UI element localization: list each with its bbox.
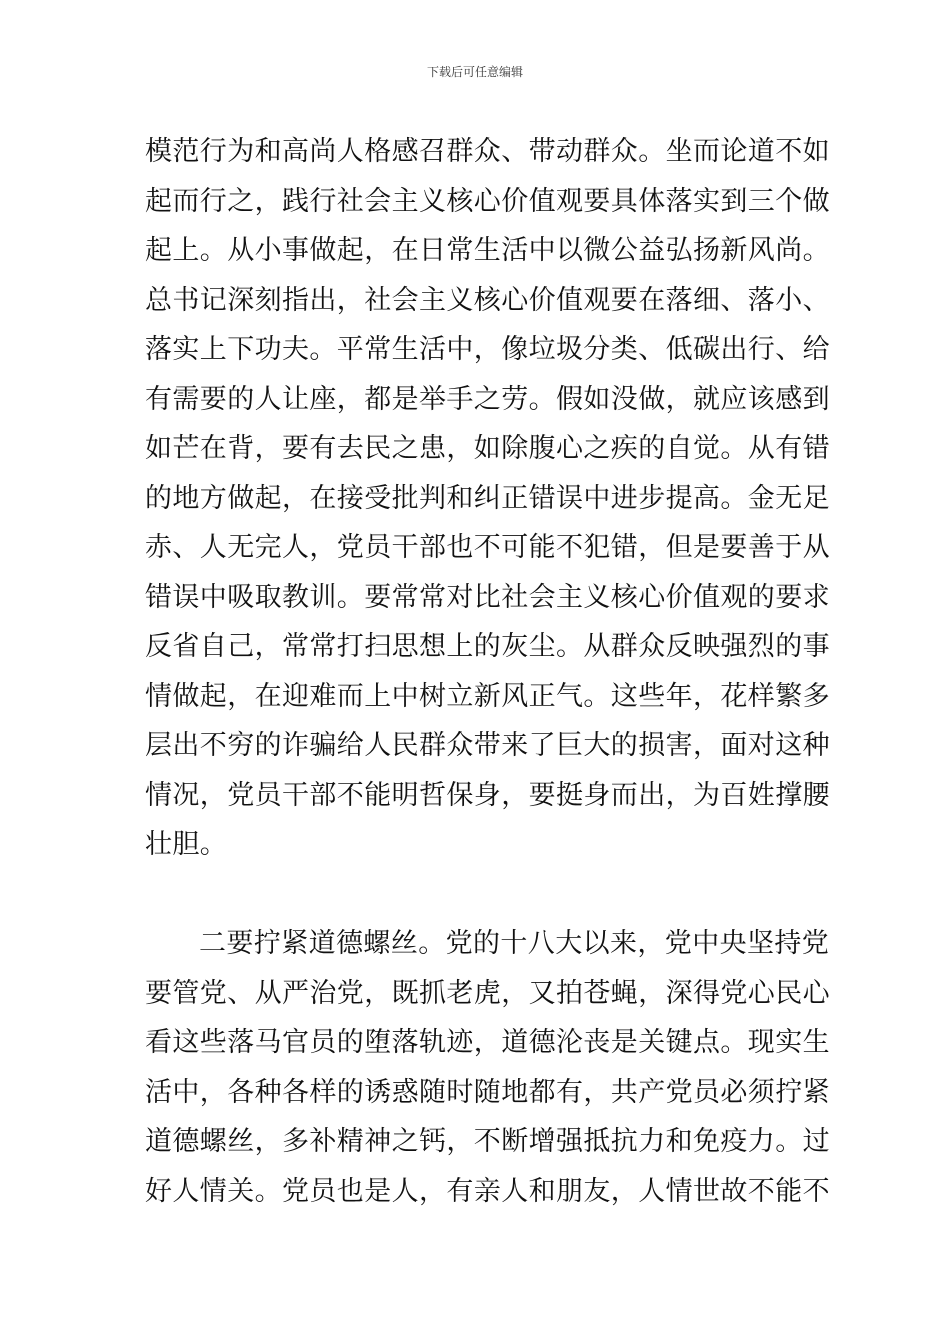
text-line: 层出不穷的诈骗给人民群众带来了巨大的损害，面对这种 [145,730,830,761]
text-line: 总书记深刻指出，社会主义核心价值观要在落细、落小、 [145,284,830,316]
text-line: 要管党、从严治党，既抓老虎，又拍苍蝇，深得党心民心 [145,977,830,1009]
text-line: 赤、人无完人，党员干部也不可能不犯错，但是要善于从 [145,532,830,563]
text-line: 如芒在背，要有去民之患，如除腹心之疾的自觉。从有错 [145,433,830,464]
text-line: 错误中吸取教训。要常常对比社会主义核心价值观的要求 [145,581,830,613]
text-line: 活中，各种各样的诱惑随时随地都有，共产党员必须拧紧 [145,1076,830,1108]
paragraph-1 [145,127,830,870]
text-line: 有需要的人让座，都是举手之劳。假如没做，就应该感到 [145,383,830,415]
text-line: 好人情关。党员也是人，有亲人和朋友，人情世故不能不 [145,1175,830,1207]
text-line: 壮胆。 [145,829,228,860]
text-line: 起上。从小事做起，在日常生活中以微公益弘扬新风尚。 [145,235,830,266]
text-line: 情况，党员干部不能明哲保身，要挺身而出，为百姓撑腰 [145,779,830,811]
paragraph-gap [145,870,807,920]
text-line: 二要拧紧道德螺丝。党的十八大以来，党中央坚持党 [199,928,830,959]
text-line: 落实上下功夫。平常生活中，像垃圾分类、低碳出行、给 [145,334,830,365]
text-line: 道德螺丝，多补精神之钙，不断增强抵抗力和免疫力。过 [145,1126,830,1157]
text-line: 看这些落马官员的堕落轨迹，道德沦丧是关键点。现实生 [145,1027,830,1058]
page-header: 下载后可任意编辑 [426,65,523,79]
document-body [145,127,830,1216]
text-line: 的地方做起，在接受批判和纠正错误中进步提高。金无足 [145,482,830,514]
text-line: 模范行为和高尚人格感召群众、带动群众。坐而论道不如 [145,136,830,167]
paragraph-2 [145,919,830,1216]
text-line: 反省自己，常常打扫思想上的灰尘。从群众反映强烈的事 [145,631,830,662]
text-line: 情做起，在迎难而上中树立新风正气。这些年，花样繁多 [145,680,830,712]
text-line: 起而行之，践行社会主义核心价值观要具体落实到三个做 [145,185,830,217]
